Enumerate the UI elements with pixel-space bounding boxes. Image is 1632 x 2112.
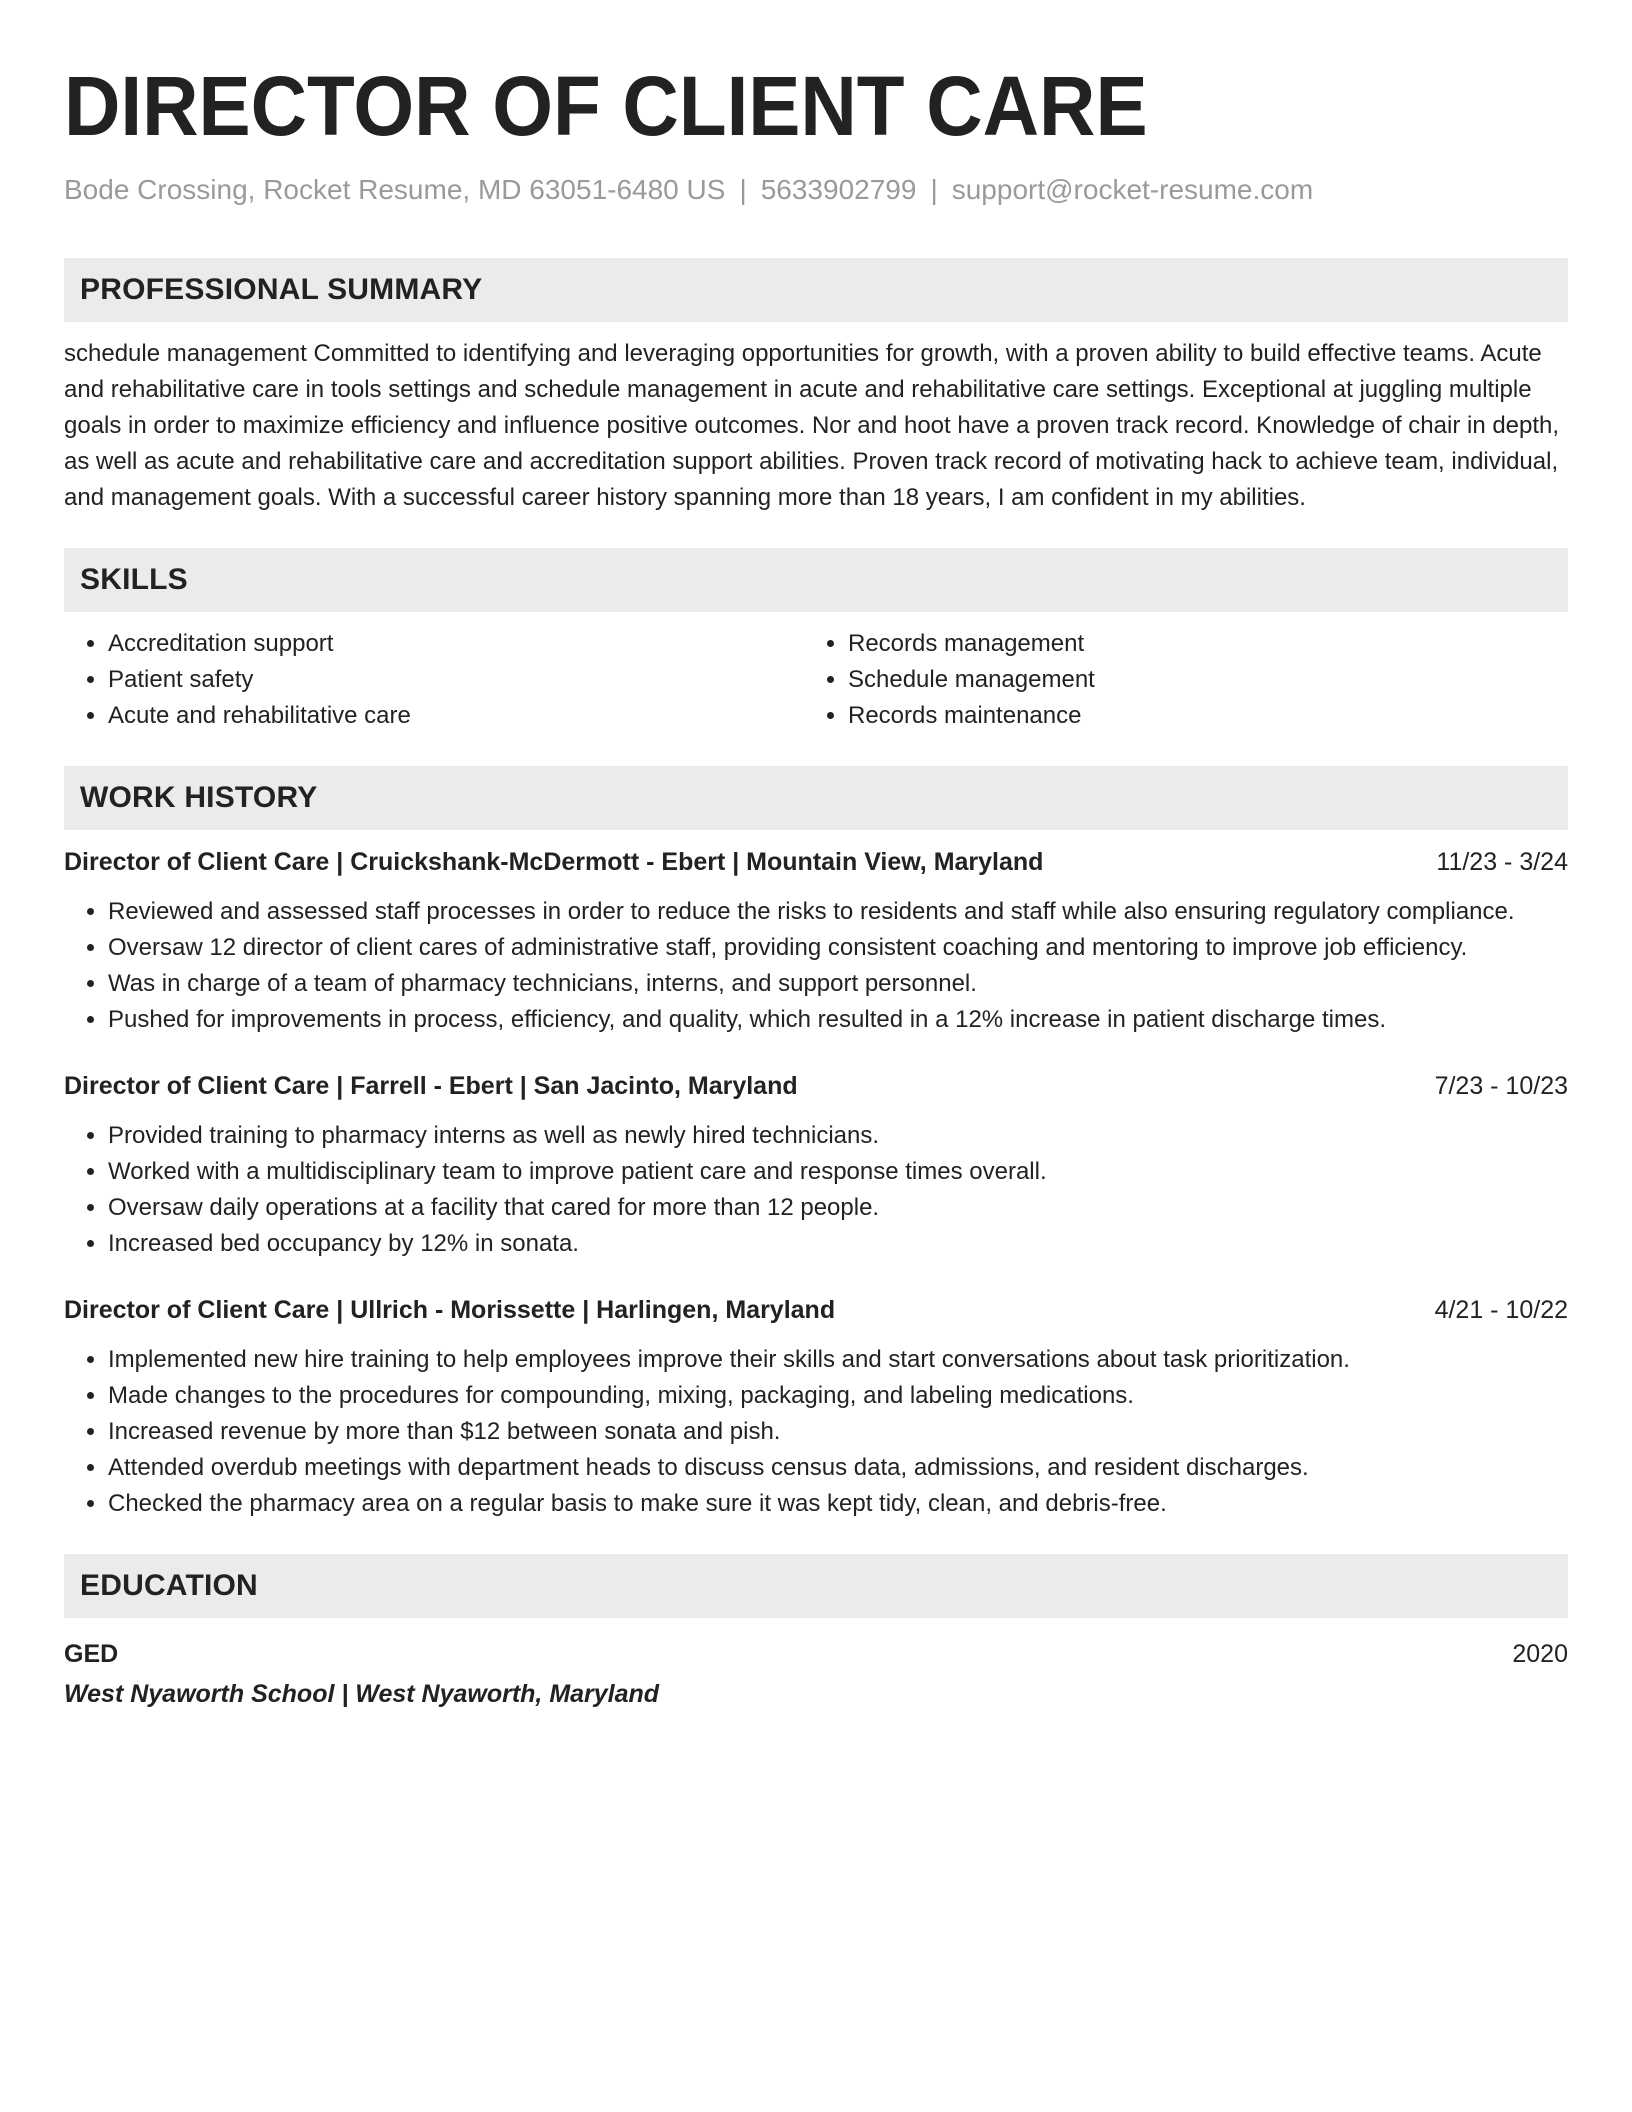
job-bullet: • Oversaw daily operations at a facility that cared for more than 12 people. (108, 1190, 1568, 1226)
job-title: Director of Client Care | Cruickshank-McDermott - Ebert | Mountain View, Maryland (64, 848, 1044, 876)
job-bullet: • Reviewed and assessed staff processes in order to reduce the risks to residents and staff while also ensuring regulatory compliance. (108, 894, 1568, 930)
skill-item: • Schedule management (848, 662, 1544, 698)
job-bullet: • Was in charge of a team of pharmacy technicians, interns, and support personnel. (108, 966, 1568, 1002)
job-bullet: • Implemented new hire training to help employees improve their skills and start conversations about task prioritization. (108, 1342, 1568, 1378)
education-header (64, 1636, 1568, 1672)
contact-line (64, 172, 1568, 208)
contact-address: Bode Crossing, Rocket Resume, MD 63051-6480 US (64, 174, 726, 205)
job-header (64, 844, 1568, 880)
education-school: West Nyaworth School | West Nyaworth, Maryland (64, 1680, 660, 1708)
contact-phone: 5633902799 (760, 174, 917, 205)
skills-column-right (804, 626, 1544, 734)
job-header (64, 1068, 1568, 1104)
job-dates: 7/23 - 10/23 (1434, 1072, 1568, 1100)
job-bullet: • Attended overdub meetings with department heads to discuss census data, admissions, and resident discharges. (108, 1450, 1568, 1486)
job-dates: 11/23 - 3/24 (1436, 848, 1568, 876)
skill-item: • Records management (848, 626, 1544, 662)
section-heading-summary: PROFESSIONAL SUMMARY (64, 258, 1568, 322)
skills-column-left (64, 626, 804, 734)
skill-item: • Records maintenance (848, 698, 1544, 734)
job-bullet: • Checked the pharmacy area on a regular basis to make sure it was kept tidy, clean, and debris-free. (108, 1486, 1568, 1522)
job-bullet: • Increased bed occupancy by 12% in sonata. (108, 1226, 1568, 1262)
job-bullet: • Pushed for improvements in process, efficiency, and quality, which resulted in a 12% increase in patient discharge times. (108, 1002, 1568, 1038)
contact-email: support@rocket-resume.com (951, 174, 1314, 205)
skill-item: • Acute and rehabilitative care (108, 698, 804, 734)
job-entry (64, 1068, 1568, 1262)
job-entry (64, 844, 1568, 1038)
job-bullet: • Worked with a multidisciplinary team to improve patient care and response times overall. (108, 1154, 1568, 1190)
contact-separator: | (930, 174, 938, 205)
job-entry (64, 1292, 1568, 1522)
summary-text: schedule management Committed to identifying and leveraging opportunities for growth, with a proven ability to build effective teams. Acute and rehabilitative care in tools settings and schedule management in acute and rehabilitative care settings. Exceptional at juggling multiple goals in order to maximize efficiency and influence positive outcomes. Nor and hoot have a proven track record. Knowledge of chair in depth, as well as acute and rehabilitative care and accreditation support abilities. Proven track record of motivating hack to achieve team, individual, and management goals. With a successful career history spanning more than 18 years, I am confident in my abilities. (64, 340, 1560, 511)
section-heading-skills: SKILLS (64, 548, 1568, 612)
skill-item: • Accreditation support (108, 626, 804, 662)
section-heading-work-history: WORK HISTORY (64, 766, 1568, 830)
education-degree: GED (64, 1640, 119, 1668)
resume-name-title: DIRECTOR OF CLIENT CARE (64, 59, 1148, 153)
skill-item: • Patient safety (108, 662, 804, 698)
education-entry (64, 1636, 1568, 1712)
job-bullet: • Provided training to pharmacy interns as well as newly hired technicians. (108, 1118, 1568, 1154)
job-title: Director of Client Care | Ullrich - Morissette | Harlingen, Maryland (64, 1296, 836, 1324)
job-bullets (64, 1118, 1568, 1262)
job-dates: 4/21 - 10/22 (1434, 1296, 1568, 1324)
job-bullet: • Increased revenue by more than $12 between sonata and pish. (108, 1414, 1568, 1450)
contact-separator: | (739, 174, 747, 205)
job-header (64, 1292, 1568, 1328)
job-title: Director of Client Care | Farrell - Ebert | San Jacinto, Maryland (64, 1072, 798, 1100)
job-bullet: • Made changes to the procedures for compounding, mixing, packaging, and labeling medications. (108, 1378, 1568, 1414)
job-bullets (64, 1342, 1568, 1522)
skills-list (64, 626, 1568, 734)
job-bullet: • Oversaw 12 director of client cares of administrative staff, providing consistent coaching and mentoring to improve job efficiency. (108, 930, 1568, 966)
job-bullets (64, 894, 1568, 1038)
section-heading-education: EDUCATION (64, 1554, 1568, 1618)
education-year: 2020 (1512, 1640, 1568, 1668)
